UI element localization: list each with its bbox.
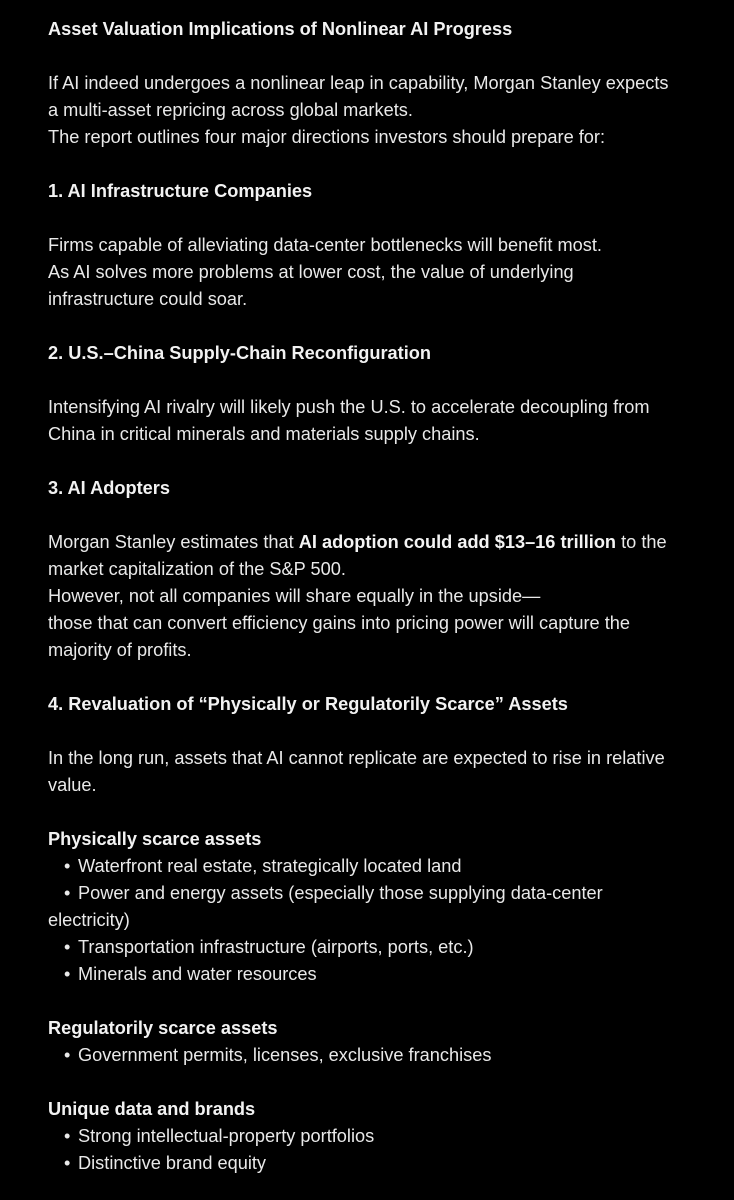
bullet-icon: • (64, 1153, 71, 1173)
spacer (48, 1069, 720, 1096)
section-text-line: those that can convert efficiency gains into pricing power will capture the (48, 613, 630, 633)
list-item (48, 853, 720, 880)
section-text-line: In the long run, assets that AI cannot replicate are expected to rise in relative (48, 748, 665, 768)
spacer (48, 718, 720, 745)
spacer (48, 205, 720, 232)
spacer (48, 313, 720, 340)
section-text-line: China in critical minerals and materials supply chains. (48, 424, 480, 444)
bullet-icon: • (64, 883, 71, 903)
bullet-icon: • (64, 1045, 71, 1065)
bullet-icon: • (64, 964, 71, 984)
section-heading-scarce-assets: 4. Revaluation of “Physically or Regulatorily Scarce” Assets (48, 694, 568, 714)
section-text-line: However, not all companies will share equally in the upside— (48, 586, 541, 606)
section-heading-infrastructure: 1. AI Infrastructure Companies (48, 181, 313, 201)
section-heading-adopters: 3. AI Adopters (48, 478, 170, 498)
section-text-line: infrastructure could soar. (48, 289, 248, 309)
list-item-text: Waterfront real estate, strategically located land (78, 856, 462, 876)
spacer (48, 367, 720, 394)
intro-line: a multi-asset repricing across global markets. (48, 100, 413, 120)
list-item (48, 934, 720, 961)
bullet-icon: • (64, 937, 71, 957)
list-item (48, 880, 720, 907)
list-item-continuation: electricity) (48, 910, 130, 930)
list-item-text: Distinctive brand equity (78, 1153, 267, 1173)
group-heading-unique: Unique data and brands (48, 1099, 256, 1119)
list-item-text: Government permits, licenses, exclusive franchises (78, 1045, 492, 1065)
bullet-icon: • (64, 856, 71, 876)
section-text-line: As AI solves more problems at lower cost, the value of underlying (48, 262, 574, 282)
list-item (48, 1042, 720, 1069)
list-item (48, 1150, 720, 1177)
section-text-line (48, 529, 720, 556)
section-text-line: market capitalization of the S&P 500. (48, 559, 346, 579)
list-item-text: Minerals and water resources (78, 964, 317, 984)
section-heading-supply-chain: 2. U.S.–China Supply-Chain Reconfiguration (48, 343, 431, 363)
intro-line: If AI indeed undergoes a nonlinear leap in capability, Morgan Stanley expects (48, 73, 669, 93)
section-text-line: majority of profits. (48, 640, 192, 660)
list-item-text: Strong intellectual-property portfolios (78, 1126, 375, 1146)
list-item (48, 1123, 720, 1150)
list-item (48, 961, 720, 988)
list-item-text: Transportation infrastructure (airports, ports, etc.) (78, 937, 474, 957)
document-title: Asset Valuation Implications of Nonlinear AI Progress (48, 19, 513, 39)
spacer (48, 502, 720, 529)
spacer (48, 43, 720, 70)
section-text-line: value. (48, 775, 97, 795)
spacer (48, 448, 720, 475)
spacer (48, 151, 720, 178)
list-item-text: Power and energy assets (especially those supplying data-center (78, 883, 603, 903)
section-text-line: Firms capable of alleviating data-center bottlenecks will benefit most. (48, 235, 602, 255)
section-text-line: Intensifying AI rivalry will likely push the U.S. to accelerate decoupling from (48, 397, 650, 417)
bullet-icon: • (64, 1126, 71, 1146)
spacer (48, 664, 720, 691)
highlight-estimate: AI adoption could add $13–16 trillion (298, 532, 617, 552)
text-prefix: Morgan Stanley estimates that (48, 532, 299, 552)
group-heading-regulatory: Regulatorily scarce assets (48, 1018, 278, 1038)
group-heading-physical: Physically scarce assets (48, 829, 262, 849)
intro-line: The report outlines four major directions investors should prepare for: (48, 127, 606, 147)
spacer (48, 988, 720, 1015)
text-suffix: to the (616, 532, 667, 552)
spacer (48, 799, 720, 826)
